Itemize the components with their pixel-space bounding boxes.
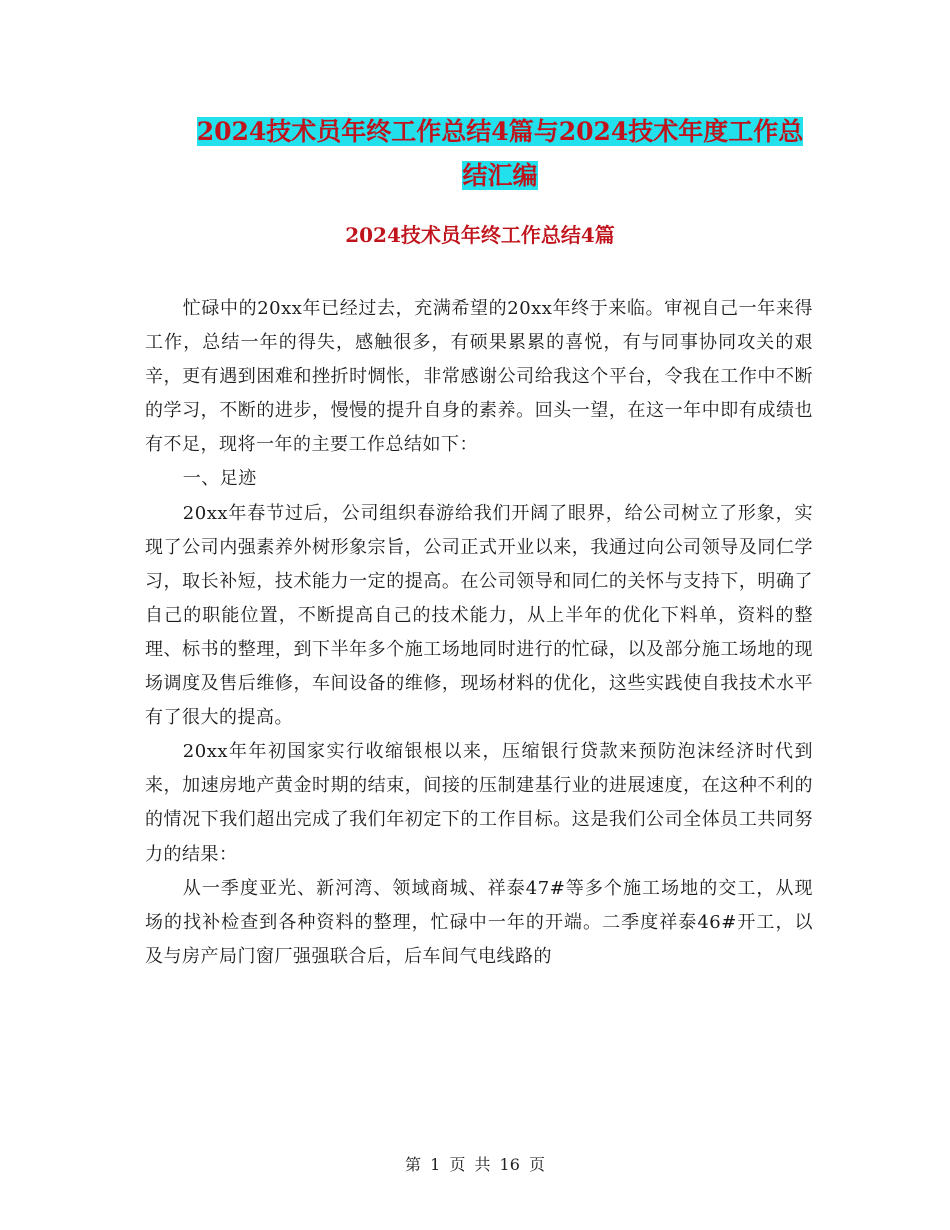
paragraph-heading-footprint: 一、足迹 bbox=[182, 468, 257, 490]
document-title-line1: 2024技术员年终工作总结4篇与2024技术年度工作总 bbox=[196, 117, 804, 146]
document-body bbox=[145, 292, 813, 974]
paragraph-policy: 20xx年年初国家实行收缩银根以来，压缩银行贷款来预防泡沫经济时代到来，加速房地产黄金时期的结束，间接的压制建基行业的进展速度，在这种不利的的情况下我们超出完成了我们年初定下的工作目标。这是我们公司全体员工共同努力的结果： bbox=[145, 741, 813, 865]
page-footer: 第 1 页 共 16 页 bbox=[405, 1155, 545, 1174]
paragraph-spring: 20xx年春节过后，公司组织春游给我们开阔了眼界，给公司树立了形象，实现了公司内强素养外树形象宗旨，公司正式开业以来，我通过向公司领导及同仁学习，取长补短，技术能力一定的提高。在公司领导和同仁的关怀与支持下，明确了自己的职能位置，不断提高自己的技术能力，从上半年的优化下料单，资料的整理、标书的整理，到下半年多个施工场地同时进行的忙碌，以及部分施工场地的现场调度及售后维修，车间设备的维修，现场材料的优化，这些实践使自我技术水平有了很大的提高。 bbox=[145, 502, 813, 729]
paragraph-intro: 忙碌中的20xx年已经过去，充满希望的20xx年终于来临。审视自己一年来得工作，总结一年的得失，感触很多，有硕果累累的喜悦，有与同事协同攻关的艰辛，更有遇到困难和挫折时惆怅，非常感谢公司给我这个平台，令我在工作中不断的学习，不断的进步，慢慢的提升自身的素养。回头一望，在这一年中即有成绩也有不足，现将一年的主要工作总结如下： bbox=[145, 298, 813, 456]
section-title: 2024技术员年终工作总结4篇 bbox=[345, 223, 615, 247]
document-title-line2: 结汇编 bbox=[462, 161, 538, 190]
paragraph-projects: 从一季度亚光、新河湾、领域商城、祥泰47#等多个施工场地的交工，从现场的找补检查到各种资料的整理，忙碌中一年的开端。二季度祥泰46#开工，以及与房产局门窗厂强强联合后，后车间气电线路的 bbox=[145, 877, 813, 967]
document-title bbox=[140, 110, 860, 198]
